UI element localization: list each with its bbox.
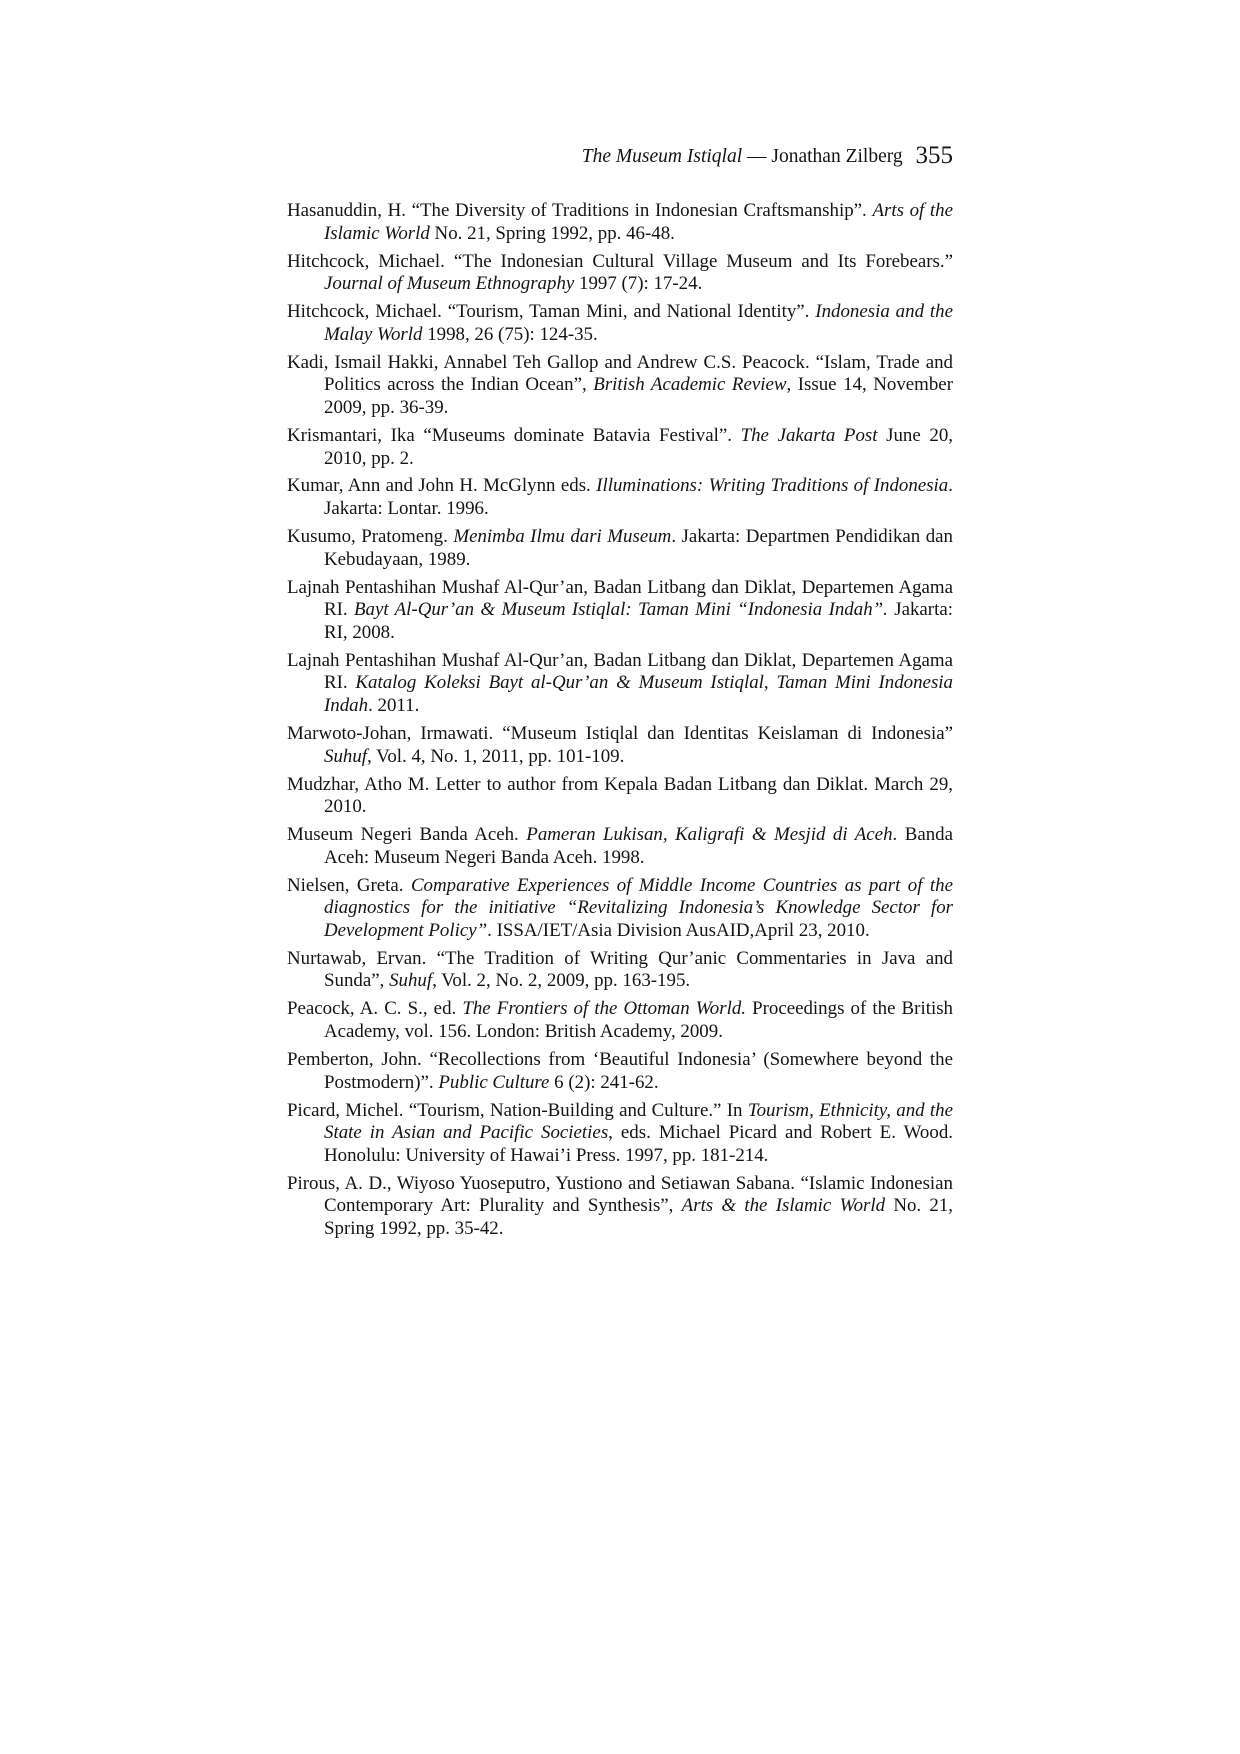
bibliography-list: [287, 200, 953, 1246]
entry-text: Lajnah Pentashihan Mushaf Al-Qur’an, Badan Litbang dan Diklat, Departemen Agama RI.: [287, 649, 953, 694]
entry-title-italic: Arts of the Islamic World: [324, 200, 953, 244]
entry-title-italic: Indonesia and the Malay World: [324, 301, 953, 345]
entry-text: . ISSA/IET/Asia Division AusAID,April 23, 2010.: [487, 919, 870, 941]
bibliography-entry: [287, 526, 953, 571]
entry-text: . Jakarta: Departmen Pendidikan dan Kebudayaan, 1989.: [324, 526, 954, 570]
bibliography-entry: [287, 200, 953, 245]
entry-text: 1998, 26 (75): 124-35.: [422, 323, 598, 345]
bibliography-entry: [287, 948, 953, 993]
entry-title-italic: Menimba Ilmu dari Museum: [453, 526, 672, 548]
bibliography-entry: [287, 1173, 953, 1241]
entry-text: 1997 (7): 17-24.: [574, 273, 703, 295]
bibliography-entry: [287, 650, 953, 718]
entry-text: June 20, 2010, pp. 2.: [324, 424, 953, 469]
entry-title-italic: The Jakarta Post: [740, 424, 878, 446]
bibliography-entry: [287, 1049, 953, 1094]
entry-text: Pirous, A. D., Wiyoso Yuoseputro, Yustiono and Setiawan Sabana. “Islamic Indonesian Contemporary Art: Plurality and Synthesis”,: [287, 1172, 953, 1217]
entry-text: Mudzhar, Atho M. Letter to author from Kepala Badan Litbang dan Diklat. March 29, 2010.: [287, 773, 953, 818]
entry-text: , Issue 14, November 2009, pp. 36-39.: [324, 374, 953, 418]
entry-text: No. 21, Spring 1992, pp. 46-48.: [429, 222, 675, 244]
entry-text: Lajnah Pentashihan Mushaf Al-Qur’an, Badan Litbang dan Diklat, Departemen Agama RI.: [287, 576, 953, 621]
bibliography-entry: [287, 824, 953, 869]
entry-text: Nielsen, Greta.: [287, 874, 411, 896]
bibliography-entry: [287, 301, 953, 346]
entry-title-italic: Public Culture: [438, 1071, 550, 1093]
entry-text: . Jakarta: Lontar. 1996.: [324, 475, 953, 520]
bibliography-entry: [287, 251, 953, 296]
entry-text: Hitchcock, Michael. “Tourism, Taman Mini, and National Identity”.: [287, 301, 816, 323]
entry-text: Kadi, Ismail Hakki, Annabel Teh Gallop and Andrew C.S. Peacock. “Islam, Trade and Politics across the Indian Ocean”,: [287, 351, 953, 396]
entry-text: 6 (2): 241-62.: [549, 1071, 659, 1093]
entry-title-italic: Katalog Koleksi Bayt al-Qur’an & Museum Istiqlal, Taman Mini Indonesia Indah: [324, 672, 953, 716]
entry-title-italic: Suhuf,: [324, 745, 372, 767]
entry-text: Hitchcock, Michael. “The Indonesian Cultural Village Museum and Its Forebears.”: [287, 250, 953, 272]
entry-title-italic: The Frontiers of the Ottoman World.: [462, 998, 746, 1020]
entry-title-italic: Illuminations: Writing Traditions of Indonesia: [596, 475, 949, 497]
bibliography-entry: [287, 774, 953, 819]
bibliography-entry: [287, 723, 953, 768]
entry-title-italic: Suhuf,: [389, 970, 437, 992]
entry-text: Krismantari, Ika “Museums dominate Batavia Festival”.: [287, 424, 741, 446]
bibliography-entry: [287, 425, 953, 470]
bibliography-entry: [287, 875, 953, 943]
entry-title-italic: British Academic Review: [593, 374, 787, 396]
page-number: 355: [915, 142, 953, 169]
bibliography-entry: [287, 577, 953, 645]
entry-text: Kusumo, Pratomeng.: [287, 526, 454, 548]
entry-text: Vol. 4, No. 1, 2011, pp. 101-109.: [371, 745, 625, 767]
entry-text: No. 21, Spring 1992, pp. 35-42.: [324, 1195, 953, 1239]
bibliography-entry: [287, 1100, 953, 1168]
entry-text: Proceedings of the British Academy, vol. 156. London: British Academy, 2009.: [324, 998, 953, 1043]
entry-text: , eds. Michael Picard and Robert E. Wood. Honolulu: University of Hawai’i Press. 1997, pp. 181-214.: [324, 1122, 953, 1166]
bibliography-entry: [287, 352, 953, 420]
entry-text: . Banda Aceh: Museum Negeri Banda Aceh. 1998.: [324, 824, 954, 868]
entry-text: . 2011.: [368, 695, 420, 716]
running-head-separator: —: [747, 146, 767, 167]
entry-title-italic: Bayt Al-Qur’an & Museum Istiqlal: Taman Mini “Indonesia Indah”.: [353, 599, 888, 621]
bibliography-entry: [287, 998, 953, 1043]
entry-title-italic: Pameran Lukisan, Kaligrafi & Mesjid di Aceh: [526, 824, 893, 846]
entry-title-italic: Comparative Experiences of Middle Income Countries as part of the diagnostics for the initiative “Revitalizing Indonesia’s Knowledge Sector for Development Policy”: [324, 874, 953, 941]
entry-text: Kumar, Ann and John H. McGlynn eds.: [287, 475, 597, 497]
entry-title-italic: Tourism, Ethnicity, and the State in Asian and Pacific Societies: [324, 1099, 954, 1144]
entry-text: Picard, Michel. “Tourism, Nation-Building and Culture.” In: [287, 1099, 748, 1121]
running-head: [287, 140, 953, 172]
entry-text: Nurtawab, Ervan. “The Tradition of Writing Qur’anic Commentaries in Java and Sunda”,: [287, 947, 953, 992]
bibliography-entry: [287, 475, 953, 520]
entry-text: Museum Negeri Banda Aceh.: [287, 824, 527, 846]
running-head-author: Jonathan Zilberg: [771, 146, 903, 167]
running-head-title: The Museum Istiqlal: [581, 146, 743, 167]
entry-text: Vol. 2, No. 2, 2009, pp. 163-195.: [436, 970, 691, 992]
entry-text: Pemberton, John. “Recollections from ‘Beautiful Indonesia’ (Somewhere beyond the Postmodern)”.: [287, 1049, 953, 1093]
entry-text: Marwoto-Johan, Irmawati. “Museum Istiqlal dan Identitas Keislaman di Indonesia”: [287, 722, 953, 744]
entry-text: Jakarta: RI, 2008.: [324, 599, 953, 643]
entry-text: Hasanuddin, H. “The Diversity of Traditions in Indonesian Craftsmanship”.: [287, 200, 873, 221]
entry-title-italic: Arts & the Islamic World: [681, 1195, 886, 1217]
entry-title-italic: Journal of Museum Ethnography: [324, 273, 575, 295]
entry-text: Peacock, A. C. S., ed.: [287, 998, 463, 1020]
